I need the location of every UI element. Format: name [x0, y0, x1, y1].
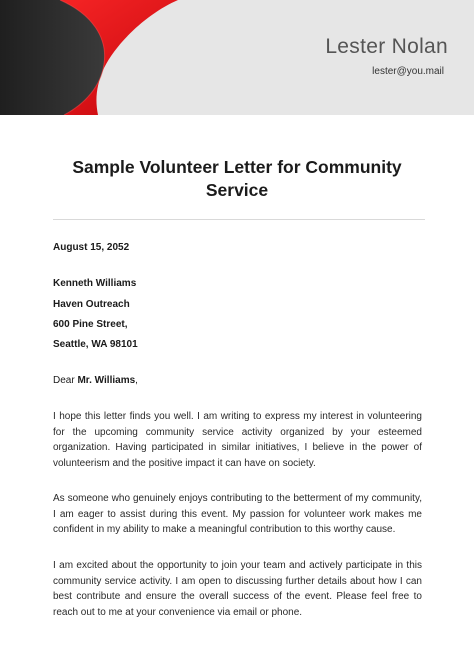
body-paragraph-3: I am excited about the opportunity to join your team and actively participate in this community service activity. I am open to discussing further details about how I can best contribute and ensure the overall success of the event. Please feel free to reach out to me at your convenience via email or phone.	[53, 560, 422, 618]
letter-title: Sample Volunteer Letter for Community Service	[72, 157, 402, 200]
sender-name: Lester Nolan	[325, 35, 448, 58]
body-paragraph-1: I hope this letter finds you well. I am writing to express my interest in volunteering for the upcoming community service activity organized by your esteemed organization. Having participated in similar initiatives, I believe in the power of volunteerism and the positive impact it can have on society.	[53, 411, 422, 469]
recipient-organization: Haven Outreach	[53, 299, 130, 310]
letterhead	[0, 0, 474, 115]
recipient-name: Kenneth Williams	[53, 278, 137, 289]
title-divider	[53, 219, 425, 220]
letter-date: August 15, 2052	[53, 242, 130, 253]
sender-email: lester@you.mail	[372, 66, 444, 77]
salutation-prefix: Dear	[53, 375, 78, 386]
salutation-suffix: ,	[135, 375, 138, 386]
recipient-city-state-zip: Seattle, WA 98101	[53, 339, 138, 350]
recipient-street: 600 Pine Street,	[53, 319, 128, 330]
salutation-name: Mr. Williams	[77, 375, 136, 386]
salutation	[53, 375, 138, 386]
body-paragraph-2: As someone who genuinely enjoys contributing to the betterment of my community, I am eager to assist during this event. My passion for volunteer work makes me confident in my ability to make a meaningful contribution to this worthy cause.	[53, 493, 422, 536]
